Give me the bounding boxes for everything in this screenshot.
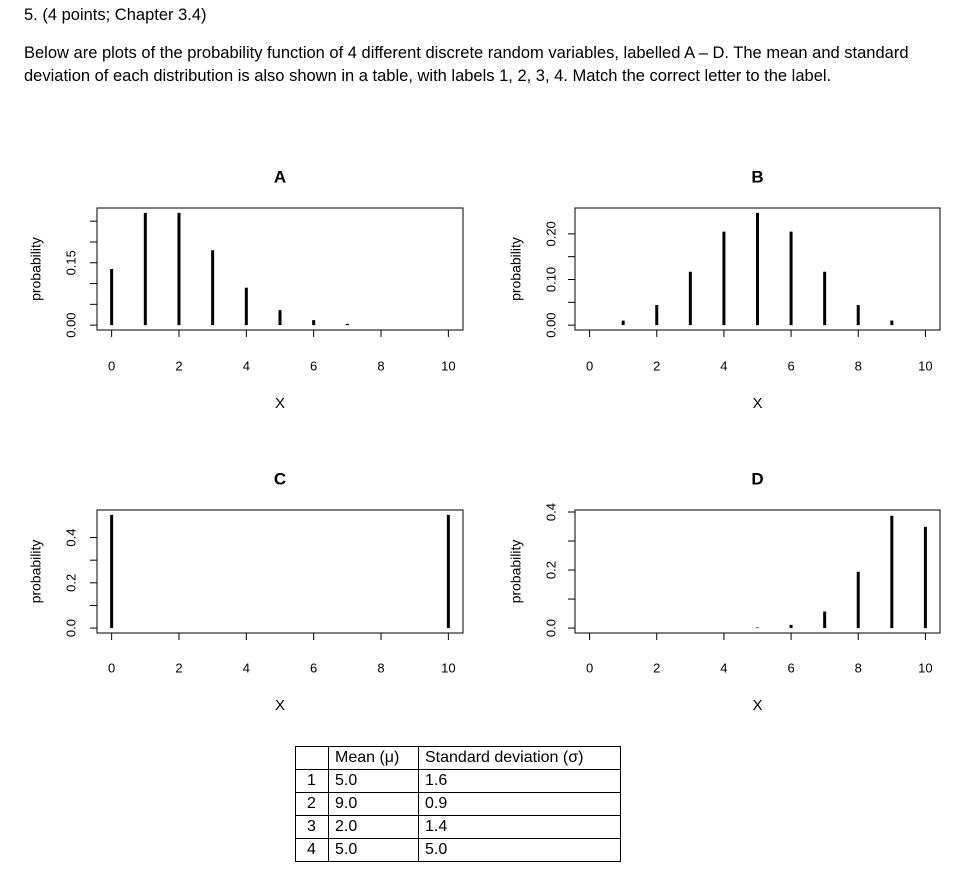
row-sd: 0.9: [419, 793, 621, 816]
chart-title: C: [273, 469, 287, 489]
stats-table: [295, 746, 621, 862]
x-tick-label: 6: [787, 660, 795, 676]
row-sd: 1.4: [419, 816, 621, 839]
x-tick-label: 0: [108, 660, 116, 676]
y-tick-label: 0.00: [543, 312, 559, 338]
chart-title: B: [751, 167, 764, 187]
x-tick-label: 4: [720, 660, 728, 676]
y-tick-label: 0.4: [63, 528, 79, 547]
header-cell-label: [296, 747, 329, 770]
x-tick-label: 4: [242, 358, 250, 374]
plot-frame-d: [575, 510, 940, 633]
x-tick-label: 0: [585, 358, 594, 374]
y-axis-label: probability: [27, 237, 44, 301]
x-tick-label: 10: [441, 660, 456, 676]
table-row: [296, 770, 621, 793]
stats-table-header-row: [296, 747, 621, 770]
x-axis-label: X: [752, 394, 763, 412]
question-text: Below are plots of the probability function of 4 different discrete random variables, labelled A – D. The mean and standard deviation of each distribution is also shown in a table, with labels 1, 2, 3, 4. Match the correct letter to the label.: [24, 44, 909, 85]
x-tick-label: 2: [175, 660, 183, 676]
x-tick-label: 2: [175, 358, 183, 374]
row-sd: 1.6: [419, 770, 621, 793]
row-mean: 2.0: [329, 816, 419, 839]
x-tick-label: 0: [585, 660, 594, 676]
x-tick-label: 10: [918, 660, 933, 676]
row-label: 1: [296, 770, 329, 793]
x-axis-label: X: [274, 696, 286, 714]
header-cell-mean: Mean (μ): [329, 747, 419, 770]
y-tick-label: 0.10: [543, 266, 559, 293]
x-tick-label: 10: [441, 358, 456, 374]
x-tick-label: 8: [854, 660, 862, 676]
x-axis-label: X: [752, 696, 763, 714]
y-axis-label: probability: [507, 539, 524, 604]
question-header: 5. (4 points; Chapter 3.4): [24, 6, 207, 24]
y-tick-label: 0.00: [63, 312, 79, 338]
chart-title: A: [273, 167, 287, 187]
row-sd: 5.0: [419, 839, 621, 862]
y-tick-label: 0.2: [543, 561, 559, 580]
x-tick-label: 8: [377, 358, 385, 374]
row-mean: 9.0: [329, 793, 419, 816]
x-tick-label: 4: [720, 358, 728, 374]
table-row: [296, 816, 621, 839]
y-axis-label: probability: [507, 237, 524, 301]
table-row: [296, 839, 621, 862]
row-label: 2: [296, 793, 329, 816]
x-tick-label: 8: [854, 358, 862, 374]
x-tick-label: 0: [108, 358, 116, 374]
row-mean: 5.0: [329, 770, 419, 793]
x-tick-label: 10: [918, 358, 933, 374]
plot-frame-c: [97, 510, 463, 633]
header-cell-sd: Standard deviation (σ): [419, 747, 621, 770]
row-mean: 5.0: [329, 839, 419, 862]
y-tick-label: 0.20: [543, 221, 559, 247]
y-tick-label: 0.0: [63, 619, 79, 638]
x-tick-label: 6: [310, 358, 318, 374]
y-tick-label: 0.0: [543, 619, 559, 638]
y-axis-label: probability: [27, 539, 44, 604]
row-label: 3: [296, 816, 329, 839]
y-tick-label: 0.2: [63, 573, 79, 592]
row-label: 4: [296, 839, 329, 862]
x-tick-label: 2: [653, 358, 661, 374]
y-tick-label: 0.15: [63, 250, 79, 276]
chart-title: D: [751, 469, 764, 489]
x-tick-label: 6: [310, 660, 318, 676]
table-row: [296, 793, 621, 816]
x-tick-label: 2: [653, 660, 661, 676]
x-tick-label: 4: [242, 660, 250, 676]
x-tick-label: 8: [377, 660, 385, 676]
x-tick-label: 6: [787, 358, 795, 374]
x-axis-label: X: [274, 394, 286, 412]
y-tick-label: 0.4: [543, 502, 559, 522]
